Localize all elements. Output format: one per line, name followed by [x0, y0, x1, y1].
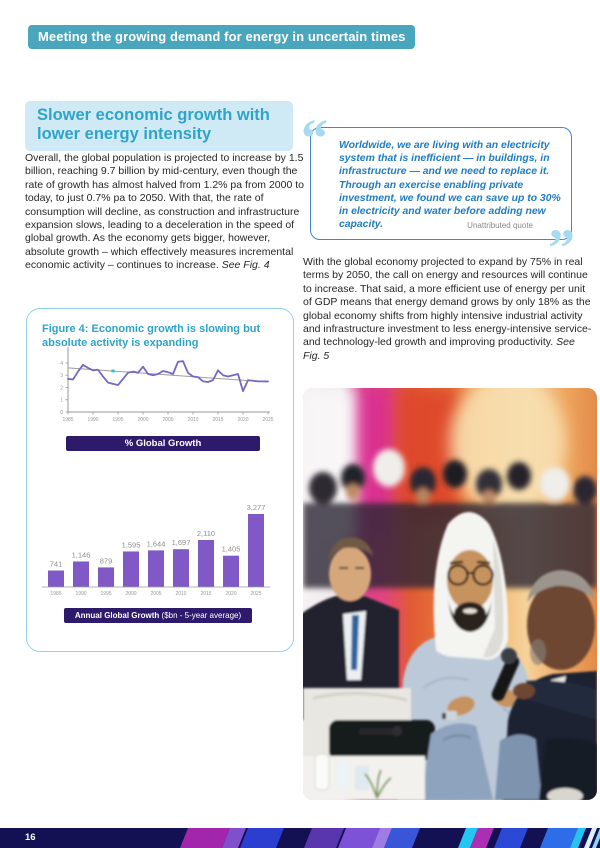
svg-text:2015: 2015	[200, 591, 212, 597]
svg-text:3: 3	[60, 373, 63, 380]
page-number: 16	[25, 832, 36, 843]
svg-text:2015: 2015	[212, 417, 224, 423]
bar-chart-legend-bold: Annual Global Growth	[74, 611, 160, 620]
svg-text:1: 1	[60, 397, 63, 404]
svg-text:2020: 2020	[225, 591, 237, 597]
svg-text:1,595: 1,595	[121, 540, 141, 550]
page-title: Slower economic growth with lower energy intensity	[37, 106, 270, 143]
quote-text: Worldwide, we are living with an electricity system that is inefficient — in buildings, in infrastructure — and we need to replace it. Through an exercise enabling private investment, we found we can save up to 30% in electricity and water before adding new capacity.	[339, 140, 561, 231]
body-paragraph	[303, 256, 595, 363]
line-chart	[30, 344, 282, 426]
figure-4-title: Figure 4: Economic growth is slowing but absolute activity is expanding	[42, 323, 261, 349]
svg-text:2: 2	[60, 385, 63, 392]
footer-stripes	[0, 828, 600, 848]
line-chart-legend: % Global Growth	[66, 436, 260, 451]
svg-text:1990: 1990	[75, 591, 87, 597]
svg-text:2000: 2000	[125, 591, 137, 597]
footer-bar	[0, 828, 600, 848]
svg-text:1,644: 1,644	[146, 539, 166, 549]
close-quote-icon: ”	[548, 218, 575, 278]
bar-chart-legend	[64, 608, 252, 623]
header-banner: Meeting the growing demand for energy in uncertain times	[28, 25, 415, 49]
svg-text:2005: 2005	[150, 591, 162, 597]
svg-text:2010: 2010	[175, 591, 187, 597]
svg-text:4: 4	[60, 360, 63, 367]
svg-text:1995: 1995	[100, 591, 112, 597]
svg-text:2025: 2025	[262, 417, 274, 423]
svg-text:3,277: 3,277	[246, 503, 266, 512]
conference-photo	[303, 388, 597, 800]
svg-text:1,405: 1,405	[221, 544, 241, 554]
svg-text:1985: 1985	[50, 591, 62, 597]
svg-text:0: 0	[60, 409, 63, 416]
svg-text:741: 741	[49, 559, 63, 569]
bar-chart	[36, 498, 276, 600]
body-text: With the global economy projected to expand by 75% in real terms by 2050, the call on energy and resources will continue to increase. That said, a more efficient use of energy per unit of GDP means that energy demand grows by only 18% as the global economy shifts from highly intensive industrial activity and infrastructure investment to less energy-intensive service- and technology-led growth and improving productivity.	[303, 256, 592, 349]
intro-text: Overall, the global population is projected to increase by 1.5 billion, reaching 9.7 billion by mid-century, even though the rate of growth has almost halved from 1.2% pa from 2000 to today, to just 0.7% pa to 2050. With that, the rate of consumption will decline, as construction and infrastructure expansion slows, leading to a deceleration in the speed of global growth. As the economy gets bigger, however, absolute growth – which effectively measures incremental economic activity – continues to increase.	[25, 152, 304, 272]
svg-text:1990: 1990	[87, 417, 99, 423]
svg-text:2005: 2005	[162, 417, 174, 423]
open-quote-icon: “	[301, 108, 328, 168]
section-title-box	[25, 101, 293, 151]
see-fig-4-reference: See Fig. 4	[221, 259, 270, 272]
conference-photo-illustration	[303, 388, 597, 800]
svg-text:2010: 2010	[187, 417, 199, 423]
intro-paragraph	[25, 152, 307, 273]
svg-text:2020: 2020	[237, 417, 249, 423]
svg-text:2025: 2025	[250, 591, 262, 597]
bar-chart-legend-subtitle: ($bn - 5-year average)	[159, 611, 242, 620]
svg-text:2000: 2000	[137, 417, 149, 423]
svg-text:1985: 1985	[62, 417, 74, 423]
svg-text:1995: 1995	[112, 417, 124, 423]
svg-text:879: 879	[99, 556, 113, 566]
svg-text:2,110: 2,110	[196, 528, 216, 538]
svg-text:1,697: 1,697	[171, 538, 191, 548]
svg-text:1,146: 1,146	[71, 550, 91, 560]
see-fig-5-reference: See Fig. 5	[303, 336, 575, 362]
quote-attribution: Unattributed quote	[467, 221, 533, 230]
quote-box	[301, 108, 575, 278]
